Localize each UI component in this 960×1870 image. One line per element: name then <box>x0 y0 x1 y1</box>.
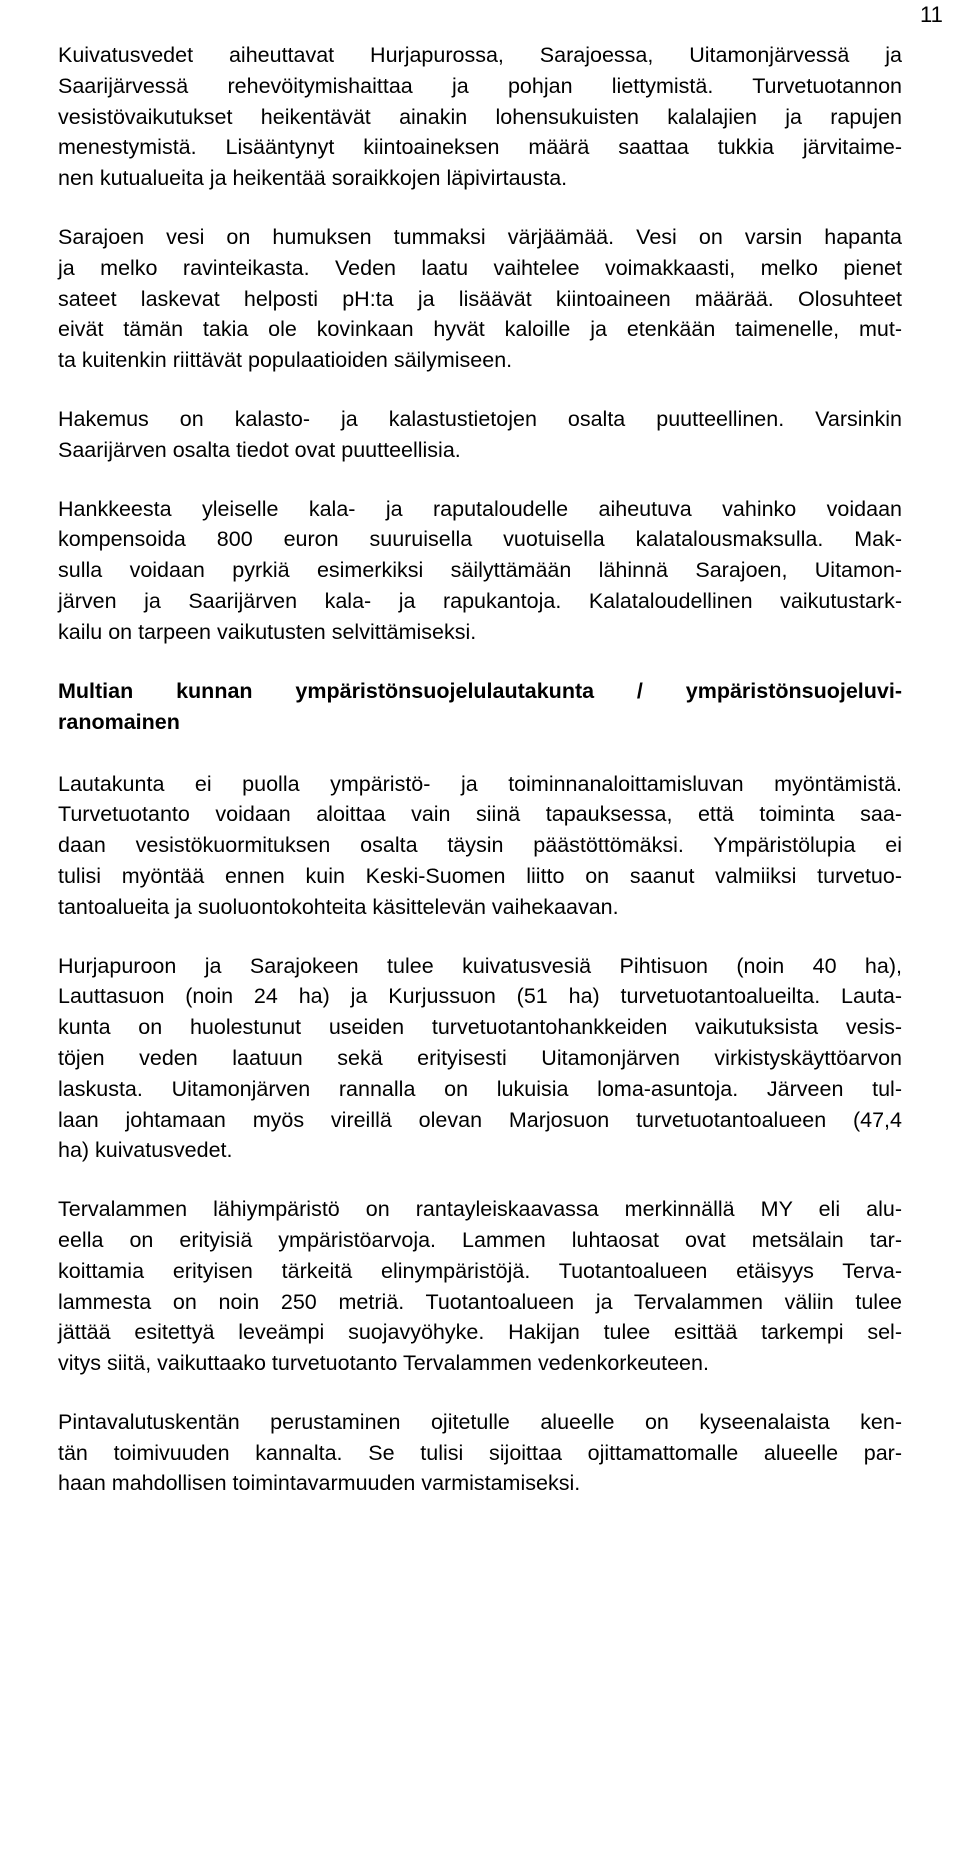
paragraph-sarajoki-water <box>58 222 902 376</box>
text-line: laskusta. Uitamonjärven rannalla on lukuisia loma-asuntoja. Järveen tul- <box>58 1076 902 1101</box>
text-line: eella on erityisiä ympäristöarvoja. Lammen luhtaosat ovat metsälain tar- <box>58 1227 902 1252</box>
text-line: Pintavalutuskentän perustaminen ojitetulle alueelle on kyseenalaista ken- <box>58 1409 902 1434</box>
paragraph-drainage-impacts <box>58 40 902 194</box>
text-line: töjen veden laatuun sekä erityisesti Uitamonjärven virkistyskäyttöarvon <box>58 1045 902 1070</box>
text-line: menestymistä. Lisääntynyt kiintoaineksen määrä saattaa tukkia järvitaime- <box>58 135 902 160</box>
paragraph-tervalampi <box>58 1194 902 1379</box>
text-line: laan johtamaan myös vireillä olevan Marjosuon turvetuotantoalueen (47,4 <box>58 1107 902 1132</box>
text-line: Saarijärven osalta tiedot ovat puutteellisia. <box>58 437 461 462</box>
text-line: Lauttasuon (noin 24 ha) ja Kurjussuon (51 ha) turvetuotantoalueilta. Lauta- <box>58 984 902 1009</box>
paragraph-application-deficiency <box>58 404 902 466</box>
text-line: Kuivatusvedet aiheuttavat Hurjapurossa, Sarajoessa, Uitamonjärvessä ja <box>58 43 902 67</box>
text-line: sateet laskevat helposti pH:ta ja lisäävät kiintoaineen määrää. Olosuhteet <box>58 286 902 311</box>
text-line: vitys siitä, vaikuttaako turvetuotanto Tervalammen vedenkorkeuteen. <box>58 1351 709 1376</box>
text-line: kompensoida 800 euron suuruisella vuotuisella kalatalousmaksulla. Mak- <box>58 527 902 552</box>
text-line: haan mahdollisen toimintavarmuuden varmistamiseksi. <box>58 1471 581 1496</box>
text-line: lammesta on noin 250 metriä. Tuotantoalueen ja Tervalammen väliin tulee <box>58 1289 902 1314</box>
text-line: tän toimivuuden kannalta. Se tulisi sijoittaa ojittamattomalle alueelle par- <box>58 1440 902 1465</box>
text-line: ha) kuivatusvedet. <box>58 1138 233 1163</box>
text-line: ta kuitenkin riittävät populaatioiden säilymiseen. <box>58 348 513 373</box>
text-line: sulla voidaan pyrkiä esimerkiksi säilyttämään lähinnä Sarajoen, Uitamon- <box>58 558 902 583</box>
text-line: Hurjapuroon ja Sarajokeen tulee kuivatusvesiä Pihtisuon (noin 40 ha), <box>58 953 902 978</box>
text-line: jättää esitettyä leveämpi suojavyöhyke. Hakijan tulee esittää tarkempi sel- <box>58 1320 902 1345</box>
text-line: Tervalammen lähiympäristö on rantayleiskaavassa merkinnällä MY eli alu- <box>58 1197 902 1222</box>
paragraph-drainage-sources <box>58 951 902 1167</box>
text-line: Hakemus on kalasto- ja kalastustietojen osalta puutteellinen. Varsinkin <box>58 406 902 431</box>
text-line: daan vesistökuormituksen osalta täysin päästöttömäksi. Ympäristölupia ei <box>58 833 902 858</box>
paragraph-compensation <box>58 494 902 648</box>
text-line: Sarajoen vesi on humuksen tummaksi värjäämää. Vesi on varsin hapanta <box>58 224 902 249</box>
text-line: kunta on huolestunut useiden turvetuotantohankkeiden vaikutuksista vesis- <box>58 1015 902 1040</box>
heading-line: Multian kunnan ympäristönsuojelulautakunta / ympäristönsuojeluvi- <box>58 678 902 703</box>
page-number: 11 <box>920 2 943 27</box>
text-line: nen kutualueita ja heikentää soraikkojen läpivirtausta. <box>58 166 568 191</box>
paragraph-overland-flow-field <box>58 1407 902 1499</box>
text-line: kailu on tarpeen vaikutusten selvittämiseksi. <box>58 619 477 644</box>
text-line: Hankkeesta yleiselle kala- ja raputaloudelle aiheutuva vahinko voidaan <box>58 496 902 521</box>
text-line: tantoalueita ja suoluontokohteita käsittelevän vaihekaavan. <box>58 894 619 919</box>
text-line: tulisi myöntää ennen kuin Keski-Suomen liitto on saanut valmiiksi turvetuo- <box>58 863 902 888</box>
text-line: Saarijärvessä rehevöitymishaittaa ja pohjan liettymistä. Turvetuotannon <box>58 73 902 98</box>
heading-line: ranomainen <box>58 709 180 734</box>
section-heading <box>58 676 902 738</box>
text-line: eivät tämän takia ole kovinkaan hyvät kaloille ja etenkään taimenelle, mut- <box>58 317 902 342</box>
text-line: järven ja Saarijärven kala- ja rapukantoja. Kalataloudellinen vaikutustark- <box>58 588 902 613</box>
text-line: Lautakunta ei puolla ympäristö- ja toiminnanaloittamisluvan myöntämistä. <box>58 771 902 796</box>
text-line: vesistövaikutukset heikentävät ainakin lohensukuisten kalalajien ja rapujen <box>58 104 902 129</box>
text-line: Turvetuotanto voidaan aloittaa vain siinä tapauksessa, että toiminta saa- <box>58 802 902 827</box>
paragraph-committee-opinion <box>58 769 902 923</box>
text-line: ja melko ravinteikasta. Veden laatu vaihtelee voimakkaasti, melko pienet <box>58 255 902 280</box>
document-body <box>58 40 902 1527</box>
text-line: koittamia erityisen tärkeitä elinympäristöjä. Tuotantoalueen etäisyys Terva- <box>58 1258 902 1283</box>
